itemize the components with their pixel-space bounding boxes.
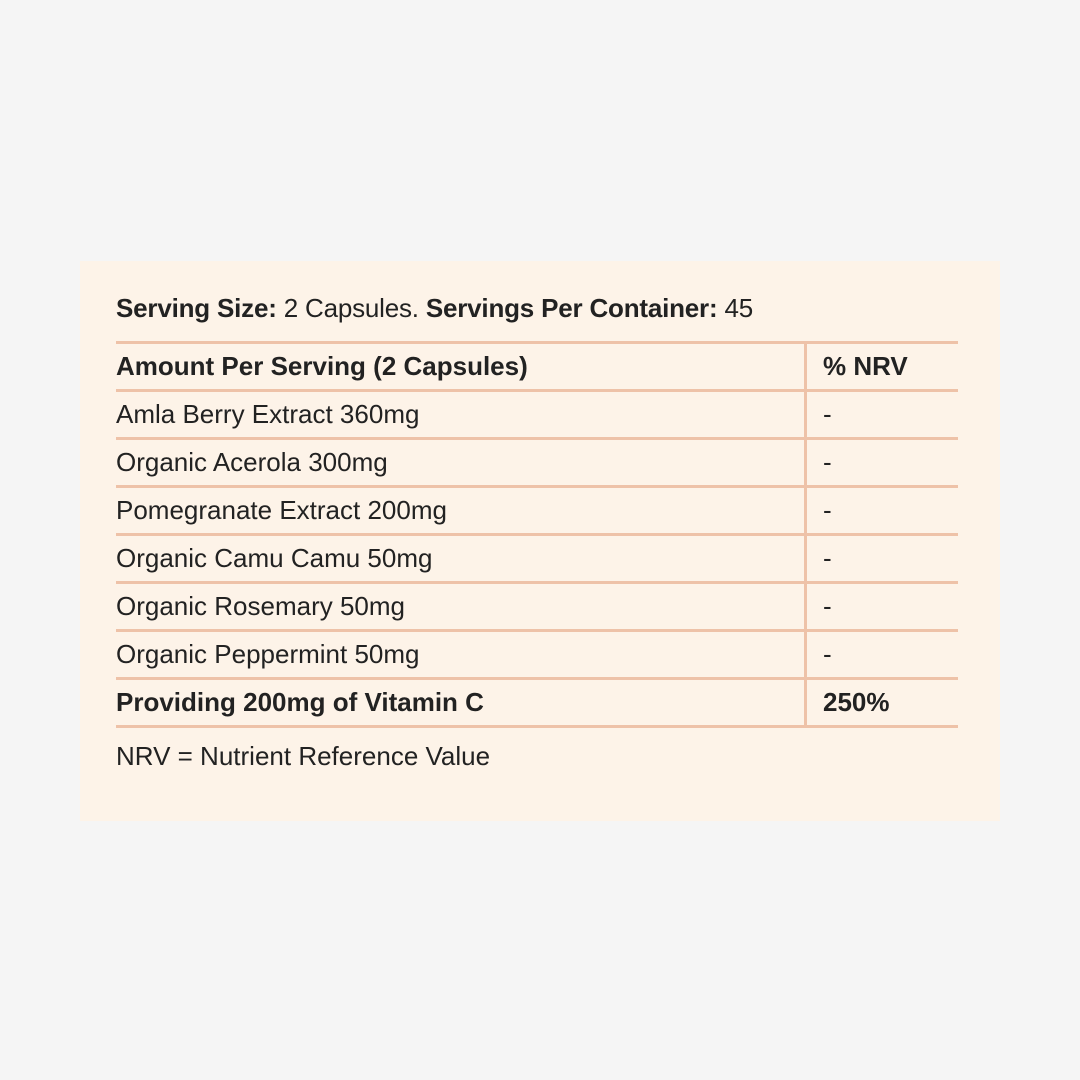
ingredient-name: Organic Acerola 300mg [116,439,806,487]
ingredient-nrv: - [806,391,959,439]
table-row [116,535,958,583]
table-header-row [116,343,958,391]
table-row [116,583,958,631]
servings-per-container-label: Servings Per Container: [425,293,718,323]
total-vitamin-c: Providing 200mg of Vitamin C [116,679,806,727]
ingredient-nrv: - [806,583,959,631]
ingredient-name: Pomegranate Extract 200mg [116,487,806,535]
supplement-facts-panel [80,261,1000,821]
table-total-row [116,679,958,727]
ingredient-name: Amla Berry Extract 360mg [116,391,806,439]
nrv-footnote: NRV = Nutrient Reference Value [116,741,491,771]
table-row [116,391,958,439]
total-nrv: 250% [806,679,959,727]
serving-info [116,291,753,325]
ingredient-name: Organic Camu Camu 50mg [116,535,806,583]
serving-size-value: 2 Capsules. [276,293,426,323]
ingredient-nrv: - [806,439,959,487]
nutrition-table [116,341,958,728]
servings-per-container-value: 45 [717,293,753,323]
ingredient-nrv: - [806,487,959,535]
header-amount-per-serving: Amount Per Serving (2 Capsules) [116,343,806,391]
table-row [116,487,958,535]
table-row [116,631,958,679]
ingredient-name: Organic Rosemary 50mg [116,583,806,631]
header-nrv: % NRV [806,343,959,391]
serving-size-label: Serving Size: [116,293,277,323]
ingredient-name: Organic Peppermint 50mg [116,631,806,679]
ingredient-nrv: - [806,535,959,583]
ingredient-nrv: - [806,631,959,679]
table-row [116,439,958,487]
